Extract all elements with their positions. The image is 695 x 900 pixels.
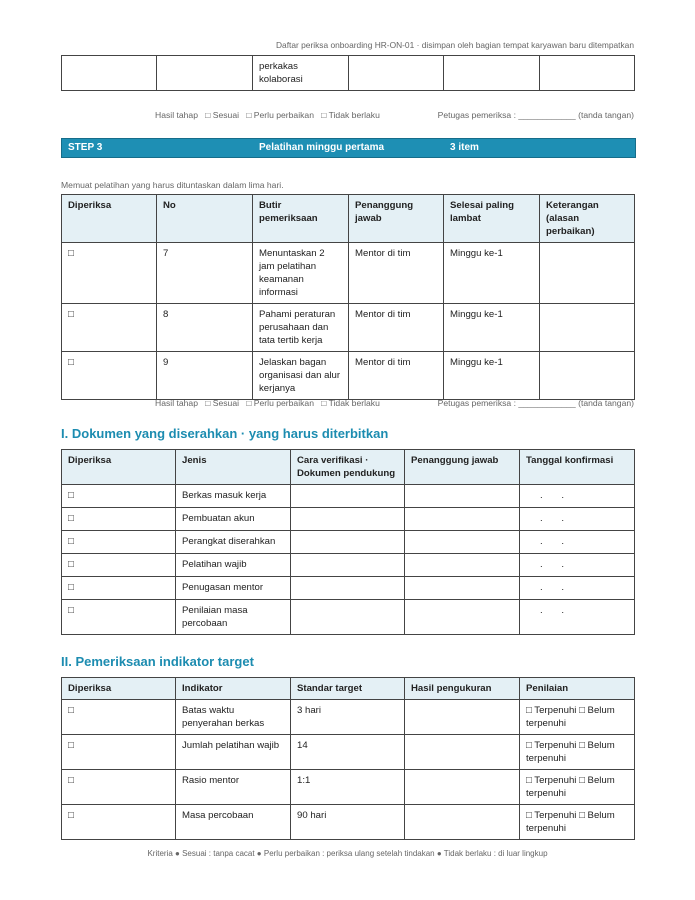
indicator-cell: Batas waktu penyerahan berkas bbox=[176, 700, 291, 735]
target-cell: 14 bbox=[291, 735, 405, 770]
target-indicator-table bbox=[61, 677, 635, 840]
header-cara-verifikasi: Cara verifikasi · Dokumen pendukung bbox=[291, 450, 405, 485]
evaluation-cell[interactable]: □ Terpenuhi □ Belum terpenuhi bbox=[520, 735, 635, 770]
table-row bbox=[62, 352, 635, 400]
result-label: Hasil tahap bbox=[155, 110, 198, 120]
continued-step-table bbox=[61, 55, 635, 91]
note-cell[interactable] bbox=[540, 243, 635, 304]
check-box[interactable]: □ bbox=[62, 700, 176, 735]
target-cell: 3 hari bbox=[291, 700, 405, 735]
table-row bbox=[62, 485, 635, 508]
table-row bbox=[62, 531, 635, 554]
check-box[interactable]: □ bbox=[62, 770, 176, 805]
header-tanggal: Tanggal konfirmasi bbox=[520, 450, 635, 485]
verification-cell[interactable] bbox=[291, 485, 405, 508]
step-number: STEP 3 bbox=[68, 142, 103, 153]
criteria-footnote: Kriteria ● Sesuai : tanpa cacat ● Perlu perbaikan : periksa ulang setelah tindakan ● Tidak berlaku : di luar lingkup bbox=[147, 849, 548, 858]
section-2-title bbox=[61, 654, 254, 669]
owner-cell bbox=[349, 56, 444, 91]
verification-cell[interactable] bbox=[291, 600, 405, 635]
check-box[interactable]: □ bbox=[62, 735, 176, 770]
evaluation-cell[interactable]: □ Terpenuhi □ Belum terpenuhi bbox=[520, 805, 635, 840]
result-cell[interactable] bbox=[405, 735, 520, 770]
owner-cell[interactable] bbox=[405, 600, 520, 635]
result-cell[interactable] bbox=[405, 770, 520, 805]
item-cell: perkakas kolaborasi bbox=[253, 56, 349, 91]
header-jenis: Jenis bbox=[176, 450, 291, 485]
no-cell: 8 bbox=[157, 304, 253, 352]
type-cell: Perangkat diserahkan bbox=[176, 531, 291, 554]
result-option-perlu-perbaikan[interactable]: □ Perlu perbaikan bbox=[246, 110, 314, 120]
note-cell bbox=[540, 56, 635, 91]
step-item-count: 3 item bbox=[450, 142, 479, 153]
officer-signature[interactable]: Petugas pemeriksa : ____________ (tanda tangan) bbox=[437, 398, 634, 408]
result-cell[interactable] bbox=[405, 805, 520, 840]
header-penilaian: Penilaian bbox=[520, 678, 635, 700]
check-box[interactable]: □ bbox=[62, 508, 176, 531]
running-header: Daftar periksa onboarding HR-ON-01 · disimpan oleh bagian tempat karyawan baru ditempatkan bbox=[276, 40, 634, 50]
item-cell: Pahami peraturan perusahaan dan tata tertib kerja bbox=[253, 304, 349, 352]
result-option-tidak-berlaku[interactable]: □ Tidak berlaku bbox=[321, 398, 380, 408]
check-box[interactable]: □ bbox=[62, 243, 157, 304]
header-diperiksa: Diperiksa bbox=[62, 450, 176, 485]
header-penanggung-jawab: Penanggung jawab bbox=[405, 450, 520, 485]
table-row bbox=[62, 577, 635, 600]
header-no: No bbox=[157, 195, 253, 243]
section-heading: Dokumen yang diserahkan · yang harus diterbitkan bbox=[71, 426, 389, 441]
table-row bbox=[62, 805, 635, 840]
verification-cell[interactable] bbox=[291, 577, 405, 600]
header-standar-target: Standar target bbox=[291, 678, 405, 700]
table-row bbox=[62, 56, 635, 91]
table-row bbox=[62, 304, 635, 352]
result-cell[interactable] bbox=[405, 700, 520, 735]
no-cell bbox=[157, 56, 253, 91]
type-cell: Pelatihan wajib bbox=[176, 554, 291, 577]
verification-cell[interactable] bbox=[291, 554, 405, 577]
result-options bbox=[155, 110, 380, 120]
owner-cell: Mentor di tim bbox=[349, 304, 444, 352]
result-option-tidak-berlaku[interactable]: □ Tidak berlaku bbox=[321, 110, 380, 120]
date-cell[interactable]: . . bbox=[520, 508, 635, 531]
no-cell: 7 bbox=[157, 243, 253, 304]
check-box[interactable]: □ bbox=[62, 531, 176, 554]
due-cell: Minggu ke-1 bbox=[444, 352, 540, 400]
table-row bbox=[62, 770, 635, 805]
header-diperiksa: Diperiksa bbox=[62, 678, 176, 700]
check-cell bbox=[62, 56, 157, 91]
check-box[interactable]: □ bbox=[62, 352, 157, 400]
check-box[interactable]: □ bbox=[62, 600, 176, 635]
note-cell[interactable] bbox=[540, 352, 635, 400]
type-cell: Pembuatan akun bbox=[176, 508, 291, 531]
table-header-row bbox=[62, 450, 635, 485]
check-box[interactable]: □ bbox=[62, 577, 176, 600]
owner-cell[interactable] bbox=[405, 485, 520, 508]
date-cell[interactable]: . . bbox=[520, 554, 635, 577]
owner-cell: Mentor di tim bbox=[349, 352, 444, 400]
header-indikator: Indikator bbox=[176, 678, 291, 700]
owner-cell[interactable] bbox=[405, 508, 520, 531]
item-cell: Jelaskan bagan organisasi dan alur kerjanya bbox=[253, 352, 349, 400]
due-cell: Minggu ke-1 bbox=[444, 304, 540, 352]
header-keterangan: Keterangan (alasan perbaikan) bbox=[540, 195, 635, 243]
header-selesai: Selesai paling lambat bbox=[444, 195, 540, 243]
officer-signature[interactable]: Petugas pemeriksa : ____________ (tanda tangan) bbox=[437, 110, 634, 120]
target-cell: 1:1 bbox=[291, 770, 405, 805]
type-cell: Penugasan mentor bbox=[176, 577, 291, 600]
owner-cell[interactable] bbox=[405, 554, 520, 577]
date-cell[interactable]: . . bbox=[520, 577, 635, 600]
check-box[interactable]: □ bbox=[62, 485, 176, 508]
step-3-table bbox=[61, 194, 635, 400]
indicator-cell: Jumlah pelatihan wajib bbox=[176, 735, 291, 770]
evaluation-cell[interactable]: □ Terpenuhi □ Belum terpenuhi bbox=[520, 700, 635, 735]
header-hasil-pengukuran: Hasil pengukuran bbox=[405, 678, 520, 700]
indicator-cell: Masa percobaan bbox=[176, 805, 291, 840]
item-cell: Menuntaskan 2 jam pelatihan keamanan informasi bbox=[253, 243, 349, 304]
target-cell: 90 hari bbox=[291, 805, 405, 840]
type-cell: Berkas masuk kerja bbox=[176, 485, 291, 508]
result-options bbox=[155, 398, 380, 408]
due-cell: Minggu ke-1 bbox=[444, 243, 540, 304]
table-row bbox=[62, 554, 635, 577]
evaluation-cell[interactable]: □ Terpenuhi □ Belum terpenuhi bbox=[520, 770, 635, 805]
table-header-row bbox=[62, 678, 635, 700]
check-box[interactable]: □ bbox=[62, 304, 157, 352]
section-number: II. bbox=[61, 654, 72, 669]
header-penanggung-jawab: Penanggung jawab bbox=[349, 195, 444, 243]
date-cell[interactable]: . . bbox=[520, 531, 635, 554]
verification-cell[interactable] bbox=[291, 531, 405, 554]
due-cell bbox=[444, 56, 540, 91]
table-row bbox=[62, 243, 635, 304]
owner-cell[interactable] bbox=[405, 531, 520, 554]
type-cell: Penilaian masa percobaan bbox=[176, 600, 291, 635]
result-option-sesuai[interactable]: □ Sesuai bbox=[205, 398, 240, 408]
table-row bbox=[62, 600, 635, 635]
indicator-cell: Rasio mentor bbox=[176, 770, 291, 805]
date-cell[interactable]: . . bbox=[520, 485, 635, 508]
header-butir: Butir pemeriksaan bbox=[253, 195, 349, 243]
header-diperiksa: Diperiksa bbox=[62, 195, 157, 243]
check-box[interactable]: □ bbox=[62, 805, 176, 840]
no-cell: 9 bbox=[157, 352, 253, 400]
owner-cell: Mentor di tim bbox=[349, 243, 444, 304]
table-row bbox=[62, 508, 635, 531]
table-row bbox=[62, 735, 635, 770]
step-description: Memuat pelatihan yang harus dituntaskan dalam lima hari. bbox=[61, 180, 284, 190]
note-cell[interactable] bbox=[540, 304, 635, 352]
result-option-perlu-perbaikan[interactable]: □ Perlu perbaikan bbox=[246, 398, 314, 408]
result-label: Hasil tahap bbox=[155, 398, 198, 408]
verification-cell[interactable] bbox=[291, 508, 405, 531]
result-option-sesuai[interactable]: □ Sesuai bbox=[205, 110, 240, 120]
step-3-bar bbox=[61, 138, 636, 158]
table-header-row bbox=[62, 195, 635, 243]
check-box[interactable]: □ bbox=[62, 554, 176, 577]
section-heading: Pemeriksaan indikator target bbox=[75, 654, 254, 669]
step-title: Pelatihan minggu pertama bbox=[259, 142, 385, 153]
owner-cell[interactable] bbox=[405, 577, 520, 600]
date-cell[interactable]: . . bbox=[520, 600, 635, 635]
table-row bbox=[62, 700, 635, 735]
documents-table bbox=[61, 449, 635, 635]
section-1-title bbox=[61, 426, 388, 441]
section-number: I. bbox=[61, 426, 69, 441]
